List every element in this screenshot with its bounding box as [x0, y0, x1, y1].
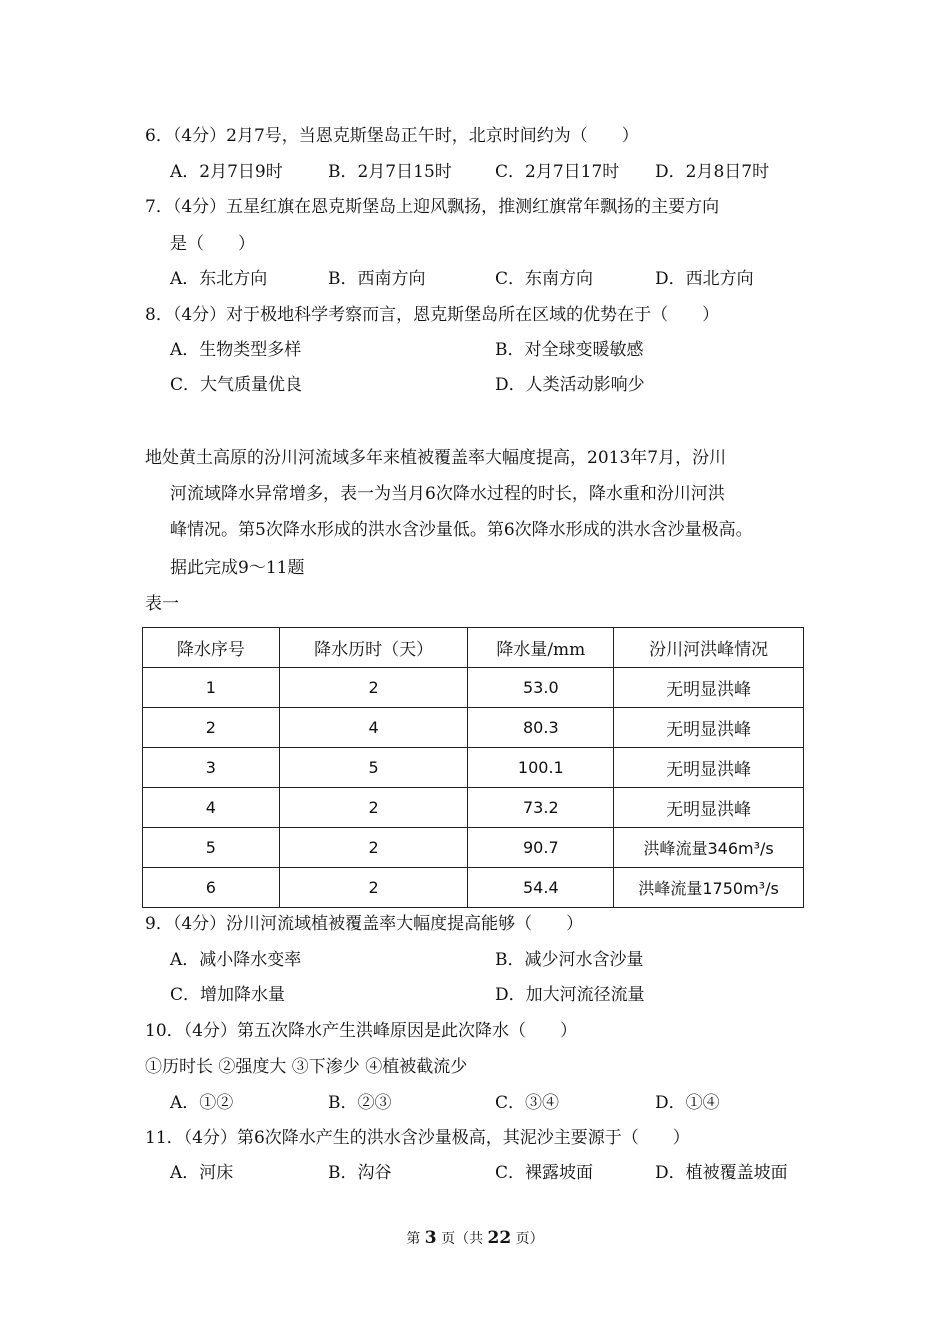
q7-option-a: A．东北方向 — [170, 269, 268, 289]
cell-rain-no: 6 — [143, 868, 280, 908]
cell-rain-no: 3 — [143, 748, 280, 788]
q9-stem: 9．（4分）汾川河流域植被覆盖率大幅度提高能够（ ） — [145, 914, 584, 934]
q11-option-a: A．河床 — [170, 1163, 234, 1183]
header-duration: 降水历时（天） — [279, 628, 468, 668]
table-row — [143, 668, 804, 708]
page-number: 3 — [424, 1228, 437, 1248]
table-row — [143, 868, 804, 908]
q10-option-b: B．②③ — [328, 1093, 392, 1113]
cell-amount: 73.2 — [468, 788, 614, 828]
cell-rain-no: 2 — [143, 708, 280, 748]
cell-flood: 洪峰流量346m³/s — [614, 828, 804, 868]
q11-option-c: C．裸露坡面 — [495, 1163, 594, 1183]
q11-stem: 11．（4分）第6次降水产生的洪水含沙量极高，其泥沙主要源于（ ） — [145, 1128, 690, 1148]
q6-option-d: D．2月8日7时 — [655, 162, 770, 182]
cell-flood: 无明显洪峰 — [614, 788, 804, 828]
cell-flood: 洪峰流量1750m³/s — [614, 868, 804, 908]
q10-option-a: A．①② — [170, 1093, 234, 1113]
cell-duration: 2 — [279, 868, 468, 908]
q8-option-d: D．人类活动影响少 — [495, 375, 645, 395]
table-header-row — [143, 628, 804, 668]
q10-option-c: C．③④ — [495, 1093, 560, 1113]
cell-amount: 80.3 — [468, 708, 614, 748]
q8-option-a: A．生物类型多样 — [170, 340, 302, 360]
q8-option-c: C．大气质量优良 — [170, 375, 303, 395]
table-row — [143, 748, 804, 788]
q9-option-d: D．加大河流径流量 — [495, 985, 645, 1005]
q6-option-a: A．2月7日9时 — [170, 162, 283, 182]
cell-amount: 53.0 — [468, 668, 614, 708]
cell-flood: 无明显洪峰 — [614, 668, 804, 708]
passage-line-3: 峰情况。第5次降水形成的洪水含沙量低。第6次降水形成的洪水含沙量极高。 — [170, 520, 753, 540]
q10-option-d: D．①④ — [655, 1093, 720, 1113]
footer-prefix: 第 — [406, 1231, 421, 1247]
table-caption: 表一 — [145, 594, 179, 614]
cell-amount: 90.7 — [468, 828, 614, 868]
q6-option-c: C．2月7日17时 — [495, 162, 620, 182]
footer-mid: 页（共 — [441, 1231, 484, 1247]
cell-amount: 54.4 — [468, 868, 614, 908]
cell-amount: 100.1 — [468, 748, 614, 788]
q6-option-b: B．2月7日15时 — [328, 162, 452, 182]
page-total: 22 — [487, 1228, 512, 1248]
cell-rain-no: 4 — [143, 788, 280, 828]
q9-option-c: C．增加降水量 — [170, 985, 286, 1005]
table-row — [143, 828, 804, 868]
q7-stem-line2: 是（ ） — [170, 234, 255, 254]
q9-option-a: A．减小降水变率 — [170, 950, 302, 970]
footer-suffix: 页） — [515, 1231, 544, 1247]
q8-stem: 8．（4分）对于极地科学考察而言，恩克斯堡岛所在区域的优势在于（ ） — [145, 305, 720, 325]
cell-rain-no: 1 — [143, 668, 280, 708]
q6-stem: 6．（4分）2月7号，当恩克斯堡岛正午时，北京时间约为（ ） — [145, 126, 639, 146]
cell-duration: 2 — [279, 788, 468, 828]
q8-option-b: B．对全球变暖敏感 — [495, 340, 644, 360]
q7-option-c: C．东南方向 — [495, 269, 594, 289]
q10-stem: 10．（4分）第五次降水产生洪峰原因是此次降水（ ） — [145, 1021, 577, 1041]
q7-option-b: B．西南方向 — [328, 269, 426, 289]
q10-sub-statements: ①历时长 ②强度大 ③下渗少 ④植被截流少 — [145, 1057, 468, 1077]
passage-line-2: 河流域降水异常增多，表一为当月6次降水过程的时长，降水重和汾川河洪 — [170, 484, 725, 504]
q11-option-b: B．沟谷 — [328, 1163, 392, 1183]
passage-line-1: 地处黄土高原的汾川河流域多年来植被覆盖率大幅度提高，2013年7月，汾川 — [145, 448, 727, 468]
cell-flood: 无明显洪峰 — [614, 748, 804, 788]
page-footer — [0, 1228, 950, 1249]
cell-duration: 2 — [279, 828, 468, 868]
cell-flood: 无明显洪峰 — [614, 708, 804, 748]
passage-line-4: 据此完成9～11题 — [170, 558, 305, 578]
cell-duration: 4 — [279, 708, 468, 748]
header-rain-no: 降水序号 — [143, 628, 280, 668]
q7-stem-line1: 7．（4分）五星红旗在恩克斯堡岛上迎风飘扬，推测红旗常年飘扬的主要方向 — [145, 197, 720, 217]
q9-option-b: B．减少河水含沙量 — [495, 950, 644, 970]
table-row — [143, 788, 804, 828]
header-flood: 汾川河洪峰情况 — [614, 628, 804, 668]
cell-rain-no: 5 — [143, 828, 280, 868]
header-amount: 降水量/mm — [468, 628, 614, 668]
rainfall-table — [142, 627, 804, 908]
q7-option-d: D．西北方向 — [655, 269, 754, 289]
q11-option-d: D．植被覆盖坡面 — [655, 1163, 788, 1183]
cell-duration: 2 — [279, 668, 468, 708]
cell-duration: 5 — [279, 748, 468, 788]
table-row — [143, 708, 804, 748]
